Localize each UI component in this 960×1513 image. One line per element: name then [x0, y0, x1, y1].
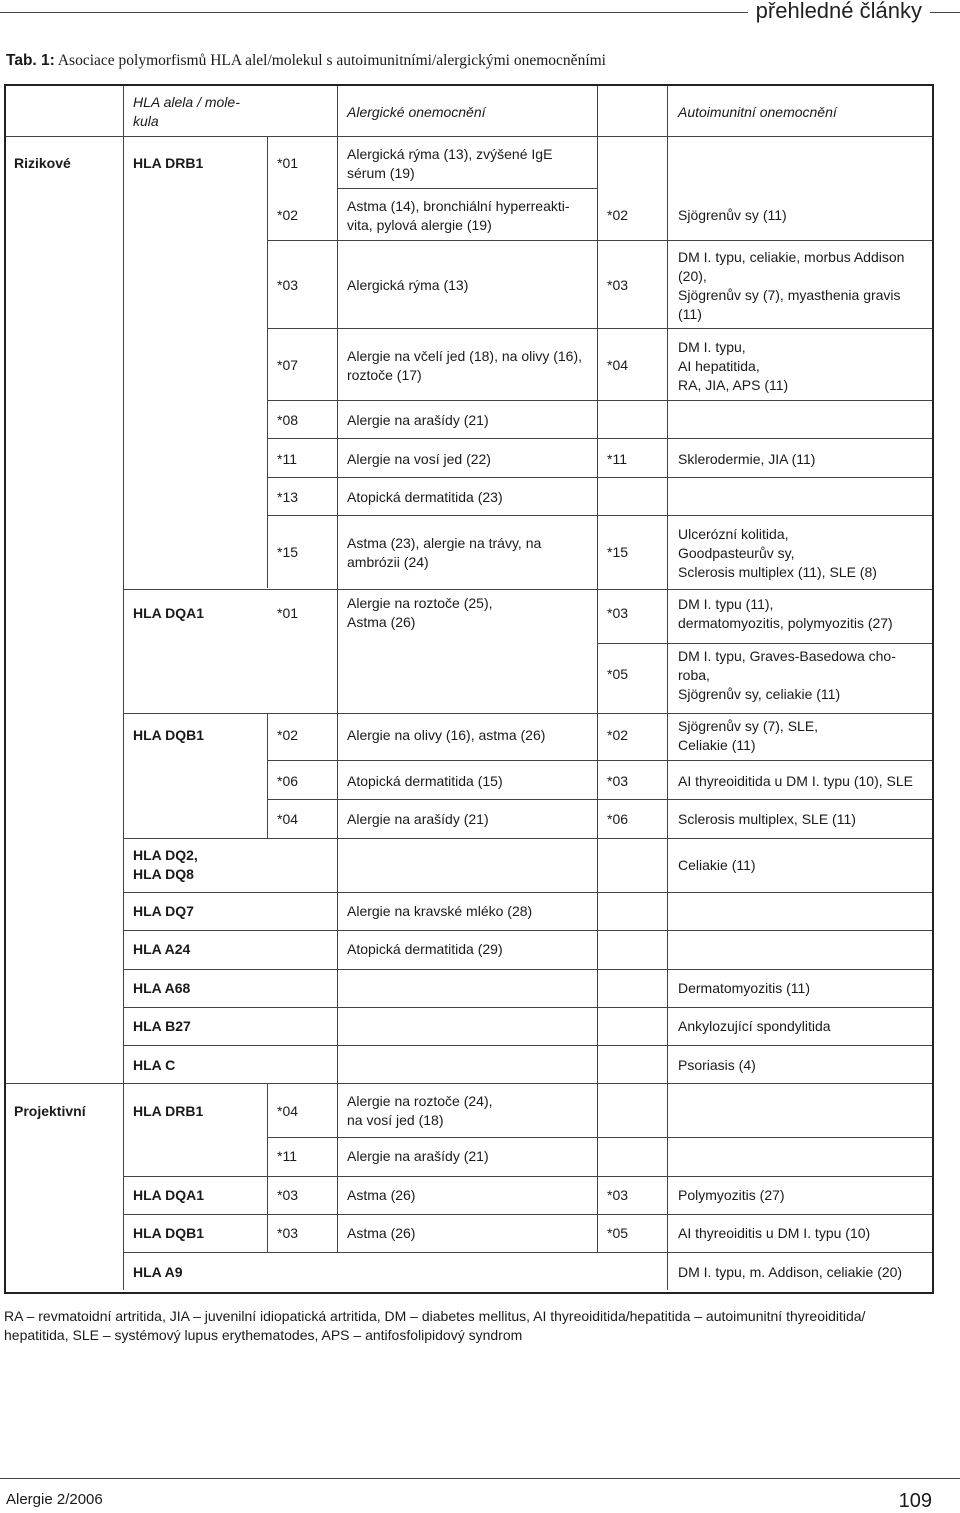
table-footnote	[4, 1307, 934, 1345]
autoimmune-cell: Sjögrenův sy (7), myasthenia gravis	[678, 287, 901, 303]
autoimmune-cell: AI thyreoiditis u DM I. typu (10)	[678, 1225, 871, 1241]
autoimmune-cell: Sclerosis multiplex, SLE (11)	[678, 811, 856, 827]
allele-cell: *15	[607, 544, 629, 560]
caption-label: Tab. 1:	[6, 52, 55, 69]
allele-cell: *05	[607, 1225, 629, 1241]
caption-text: Asociace polymorfismů HLA alel/molekul s autoimunitními/alergickými onemocněními	[57, 52, 606, 69]
autoimmune-cell: DM I. typu, m. Addison, celiakie (20)	[678, 1264, 903, 1280]
allergy-cell: Atopická dermatitida (23)	[347, 489, 503, 505]
allele-cell: *01	[277, 605, 299, 621]
group-protective: Projektivní	[14, 1103, 86, 1119]
allergy-cell: vita, pylová alergie (19)	[347, 217, 492, 233]
allele-cell: *06	[607, 811, 629, 827]
allergy-cell: Astma (26)	[347, 1225, 416, 1241]
gene-cell: HLA DQA1	[133, 605, 205, 621]
autoimmune-cell: Sclerosis multiplex (11), SLE (8)	[678, 564, 877, 580]
autoimmune-cell: Sjögrenův sy (11)	[678, 207, 787, 223]
allergy-cell: Alergická rýma (13), zvýšené IgE	[347, 146, 553, 162]
autoimmune-cell: DM I. typu, celiakie, morbus Addison	[678, 249, 905, 265]
allergy-cell: Alergie na arašídy (21)	[347, 811, 489, 827]
header-allele-line2: kula	[133, 113, 159, 129]
allergy-cell: roztoče (17)	[347, 367, 422, 383]
allergy-cell: Atopická dermatitida (15)	[347, 773, 503, 789]
allele-cell: *03	[277, 1187, 299, 1203]
gene-cell: HLA DRB1	[133, 155, 204, 171]
autoimmune-cell: Polymyozitis (27)	[678, 1187, 785, 1203]
autoimmune-cell: DM I. typu,	[678, 339, 746, 355]
header-allergic: Alergické onemocnění	[347, 104, 486, 120]
autoimmune-cell: Sjögrenův sy (7), SLE,	[678, 718, 819, 734]
autoimmune-cell: RA, JIA, APS (11)	[678, 377, 789, 393]
gene-cell: HLA DQ7	[133, 903, 194, 919]
gene-cell: HLA A24	[133, 941, 191, 957]
autoimmune-cell: DM I. typu, Graves-Basedowa cho-	[678, 648, 896, 664]
autoimmune-cell: Celiakie (11)	[678, 857, 756, 873]
gene-cell: HLA A9	[133, 1264, 183, 1280]
allele-cell: *03	[607, 277, 629, 293]
allergy-cell: ambrózii (24)	[347, 554, 429, 570]
allergy-cell: Alergie na roztoče (24),	[347, 1093, 493, 1109]
allele-cell: *08	[277, 412, 299, 428]
allergy-cell: na vosí jed (18)	[347, 1112, 444, 1128]
autoimmune-cell: Dermatomyozitis (11)	[678, 980, 810, 996]
autoimmune-cell: Ulcerózní kolitida,	[678, 526, 789, 542]
allergy-cell: Astma (26)	[347, 614, 416, 630]
allele-cell: *02	[277, 727, 299, 743]
allele-cell: *03	[607, 1187, 629, 1203]
autoimmune-cell: (20),	[678, 268, 707, 284]
table-caption	[6, 52, 606, 70]
autoimmune-cell: Sjögrenův sy, celiakie (11)	[678, 686, 841, 702]
allele-cell: *04	[277, 1103, 299, 1119]
autoimmune-cell: dermatomyozitis, polymyozitis (27)	[678, 615, 893, 631]
gene-cell: HLA DQB1	[133, 1225, 205, 1241]
allele-cell: *03	[607, 773, 629, 789]
allergy-cell: sérum (19)	[347, 165, 415, 181]
page-number: 109	[898, 1490, 932, 1512]
allele-cell: *04	[277, 811, 299, 827]
allele-cell: *04	[607, 357, 629, 373]
allele-cell: *05	[607, 666, 629, 682]
autoimmune-cell: AI thyreoiditida u DM I. typu (10), SLE	[678, 773, 913, 789]
allergy-cell: Alergie na roztoče (25),	[347, 595, 493, 611]
gene-cell: HLA DQ2,	[133, 847, 198, 863]
allele-cell: *07	[277, 357, 299, 373]
header-autoimmune: Autoimunitní onemocnění	[678, 104, 837, 120]
allergy-cell: Alergie na arašídy (21)	[347, 1148, 489, 1164]
allergy-cell: Alergie na arašídy (21)	[347, 412, 489, 428]
allele-cell: *02	[607, 727, 629, 743]
allele-cell: *03	[607, 605, 629, 621]
gene-cell: HLA DQA1	[133, 1187, 205, 1203]
gene-cell: HLA DQB1	[133, 727, 205, 743]
allele-cell: *11	[607, 451, 627, 467]
autoimmune-cell: (11)	[678, 306, 702, 322]
allele-cell: *11	[277, 1148, 297, 1164]
allele-cell: *02	[607, 207, 629, 223]
allele-cell: *03	[277, 277, 299, 293]
autoimmune-cell: Psoriasis (4)	[678, 1057, 756, 1073]
footer-rule	[0, 1478, 960, 1479]
allele-cell: *06	[277, 773, 299, 789]
autoimmune-cell: AI hepatitida,	[678, 358, 760, 374]
footnote-line: hepatitida, SLE – systémový lupus erythematodes, APS – antifosfolipidový syndrom	[4, 1327, 523, 1343]
allergy-cell: Astma (26)	[347, 1187, 416, 1203]
autoimmune-cell: Celiakie (11)	[678, 737, 756, 753]
footnote-line: RA – revmatoidní artritida, JIA – juvenilní idiopatická artritida, DM – diabetes mellitus, AI thyreoiditida/hepatitida – autoimunitní thyreoiditida/	[4, 1308, 866, 1324]
allergy-cell: Astma (23), alergie na trávy, na	[347, 535, 542, 551]
allergy-cell: Astma (14), bronchiální hyperreakti-	[347, 198, 570, 214]
autoimmune-cell: roba,	[678, 667, 710, 683]
group-risk: Rizikové	[14, 155, 71, 171]
allergy-cell: Alergie na olivy (16), astma (26)	[347, 727, 546, 743]
allele-cell: *11	[277, 451, 297, 467]
allele-cell: *02	[277, 207, 299, 223]
allergy-cell: Alergie na kravské mléko (28)	[347, 903, 533, 919]
header-allele-line1: HLA alela / mole-	[133, 94, 240, 110]
gene-cell: HLA B27	[133, 1018, 191, 1034]
gene-cell: HLA C	[133, 1057, 176, 1073]
autoimmune-cell: Goodpasteurův sy,	[678, 545, 795, 561]
allergy-cell: Alergie na vosí jed (22)	[347, 451, 491, 467]
allergy-cell: Atopická dermatitida (29)	[347, 941, 503, 957]
gene-cell: HLA A68	[133, 980, 191, 996]
header-rule-right	[930, 12, 960, 13]
gene-cell: HLA DQ8	[133, 866, 194, 882]
allele-cell: *01	[277, 155, 299, 171]
allergy-cell: Alergie na včelí jed (18), na olivy (16),	[347, 348, 582, 364]
allele-cell: *13	[277, 489, 299, 505]
journal-issue: Alergie 2/2006	[6, 1491, 103, 1508]
allele-cell: *15	[277, 544, 299, 560]
header-rule-left	[0, 12, 748, 13]
autoimmune-cell: Ankylozující spondylitida	[678, 1018, 831, 1034]
allele-cell: *03	[277, 1225, 299, 1241]
allergy-cell: Alergická rýma (13)	[347, 277, 469, 293]
autoimmune-cell: Sklerodermie, JIA (11)	[678, 451, 816, 467]
autoimmune-cell: DM I. typu (11),	[678, 596, 774, 612]
gene-cell: HLA DRB1	[133, 1103, 204, 1119]
section-title: přehledné články	[755, 0, 922, 23]
